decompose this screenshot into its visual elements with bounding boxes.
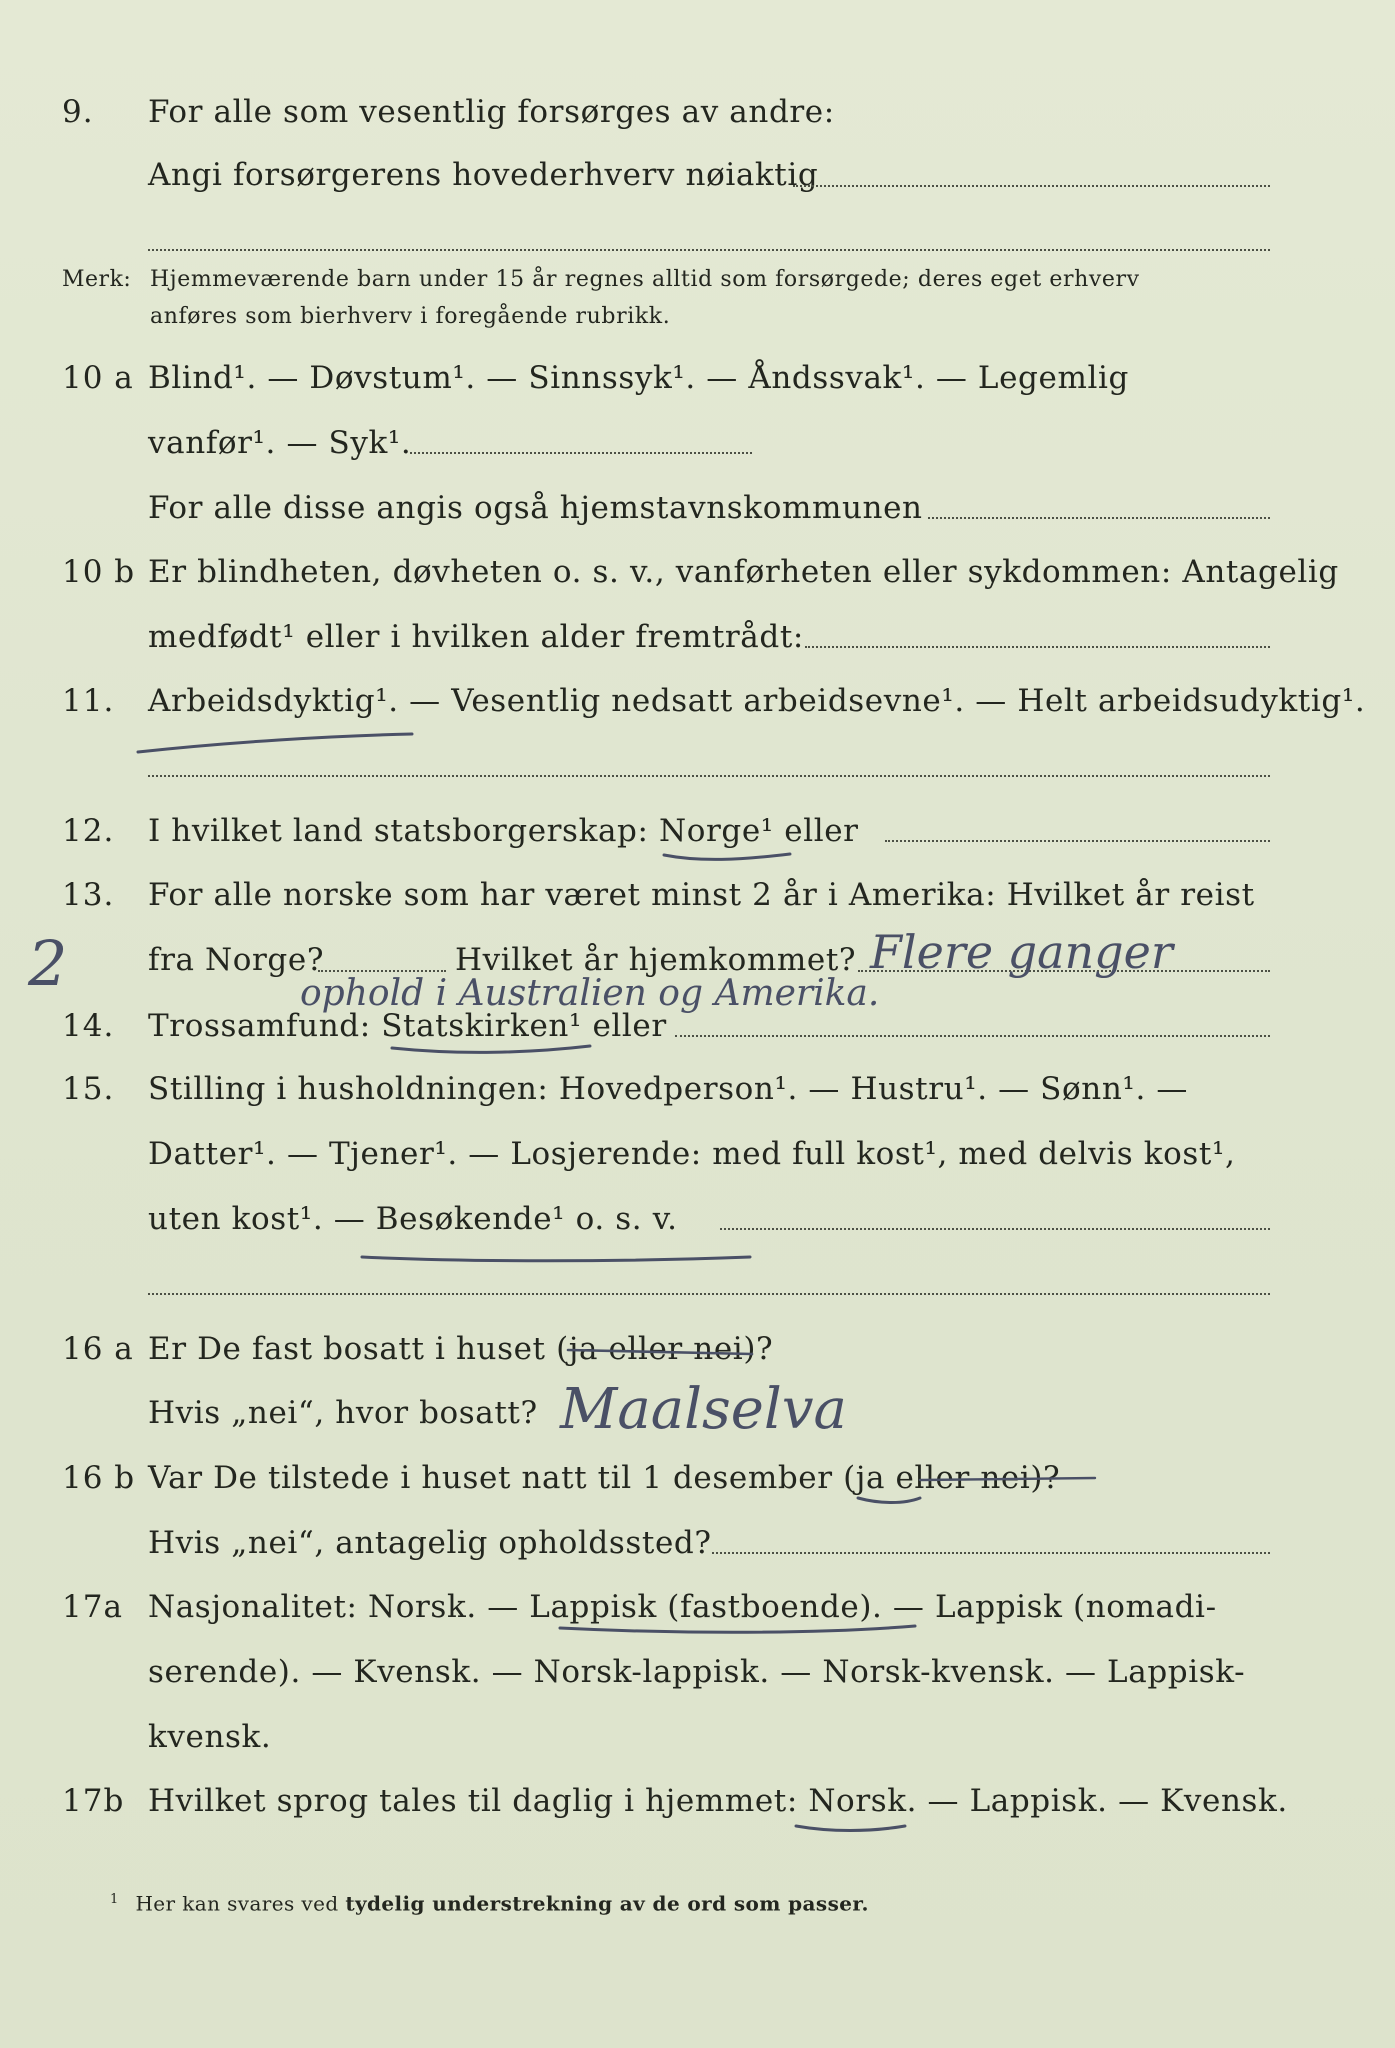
q17a-number: 17a bbox=[62, 1589, 123, 1625]
q15-number: 15. bbox=[62, 1071, 115, 1107]
q13-handwritten-mark: 2 bbox=[28, 927, 68, 1000]
q17b-text-line1: Hvilket sprog tales til daglig i hjemmet: Norsk. — Lappisk. — Kvensk. bbox=[148, 1783, 1288, 1819]
q10a-number: 10 a bbox=[62, 360, 134, 396]
footnote-mark: 1 bbox=[110, 1892, 119, 1907]
q16b-text-line1: Var De tilstede i huset natt til 1 desember (ja eller nei)? bbox=[148, 1460, 1061, 1496]
q12-number: 12. bbox=[62, 813, 115, 849]
q17a-underline-stroke bbox=[560, 1626, 915, 1632]
q14-number: 14. bbox=[62, 1008, 115, 1044]
q10b-number: 10 b bbox=[62, 554, 136, 590]
q9-number: 9. bbox=[62, 94, 94, 130]
q16b-strike-stroke bbox=[920, 1478, 1095, 1480]
q14-underline-stroke bbox=[392, 1046, 590, 1052]
q17b-number: 17b bbox=[62, 1783, 125, 1819]
q14-text-line1: Trossamfund: Statskirken¹ eller bbox=[148, 1008, 667, 1044]
q9-text-line1: For alle som vesentlig forsørges av andre: bbox=[148, 94, 835, 130]
q17a-text-line2: serende). — Kvensk. — Norsk-lappisk. — Norsk-kvensk. — Lappisk- bbox=[148, 1654, 1246, 1690]
q13-text-line1: For alle norske som har været minst 2 år i Amerika: Hvilket år reist bbox=[148, 877, 1255, 913]
q16b-number: 16 b bbox=[62, 1460, 136, 1496]
q17b-underline-stroke bbox=[796, 1826, 905, 1831]
q17a-text-line3: kvensk. bbox=[148, 1719, 272, 1755]
footnote-text-bold: tydelig understrekning av de ord som passer. bbox=[345, 1891, 869, 1916]
q11-underline-stroke bbox=[138, 734, 412, 752]
q15-text-line1: Stilling i husholdningen: Hovedperson¹. — Hustru¹. — Sønn¹. — bbox=[148, 1071, 1188, 1107]
q16b-text-line2: Hvis „nei“, antagelig opholdssted? bbox=[148, 1525, 712, 1561]
q16a-number: 16 a bbox=[62, 1331, 134, 1367]
q9-text-line2: Angi forsørgerens hovederhverv nøiaktig bbox=[148, 157, 819, 193]
footnote-text: Her kan svares ved bbox=[135, 1891, 339, 1916]
q11-number: 11. bbox=[62, 683, 115, 719]
q15-text-line2: Datter¹. — Tjener¹. — Losjerende: med full kost¹, med delvis kost¹, bbox=[148, 1136, 1236, 1172]
q16a-text-line2: Hvis „nei“, hvor bosatt? bbox=[148, 1395, 538, 1431]
q15-underline-stroke bbox=[362, 1257, 750, 1261]
q16b-ja-underline-stroke bbox=[858, 1498, 920, 1503]
q12-text-line1: I hvilket land statsborgerskap: Norge¹ eller bbox=[148, 813, 859, 849]
q13-text-line2a: fra Norge? bbox=[148, 942, 325, 978]
q13-handwritten-answer: Flere ganger bbox=[870, 925, 1173, 979]
q10b-text-line2: medfødt¹ eller i hvilken alder fremtrådt: bbox=[148, 619, 804, 655]
q15-text-line3: uten kost¹. — Besøkende¹ o. s. v. bbox=[148, 1201, 678, 1237]
merk-text-line2: anføres som bierhverv i foregående rubrikk. bbox=[150, 304, 671, 329]
q16a-strike-stroke bbox=[568, 1350, 752, 1354]
merk-text-line1: Hjemmeværende barn under 15 år regnes alltid som forsørgede; deres eget erhverv bbox=[150, 267, 1140, 292]
q10a-text-line2: vanfør¹. — Syk¹. bbox=[148, 425, 412, 461]
q13-text-line2b: Hvilket år hjemkommet? bbox=[455, 942, 857, 978]
q11-text-line1: Arbeidsdyktig¹. — Vesentlig nedsatt arbeidsevne¹. — Helt arbeidsudyktig¹. bbox=[148, 683, 1366, 719]
q17a-text-line1: Nasjonalitet: Norsk. — Lappisk (fastboende). — Lappisk (nomadi- bbox=[148, 1589, 1217, 1625]
q16a-handwritten-answer: Maalselva bbox=[560, 1377, 847, 1442]
q13-handwritten-answer2: ophold i Australien og Amerika. bbox=[300, 973, 880, 1014]
merk-label: Merk: bbox=[62, 267, 132, 292]
q10b-text-line1: Er blindheten, døvheten o. s. v., vanførheten eller sykdommen: Antagelig bbox=[148, 554, 1339, 590]
q10a-text-line3: For alle disse angis også hjemstavnskommunen bbox=[148, 490, 923, 526]
q10a-text-line1: Blind¹. — Døvstum¹. — Sinnssyk¹. — Åndssvak¹. — Legemlig bbox=[148, 360, 1129, 396]
q12-underline-stroke bbox=[664, 854, 790, 859]
q16a-text-line1: Er De fast bosatt i huset (ja eller nei)? bbox=[148, 1331, 774, 1367]
q13-number: 13. bbox=[62, 877, 115, 913]
